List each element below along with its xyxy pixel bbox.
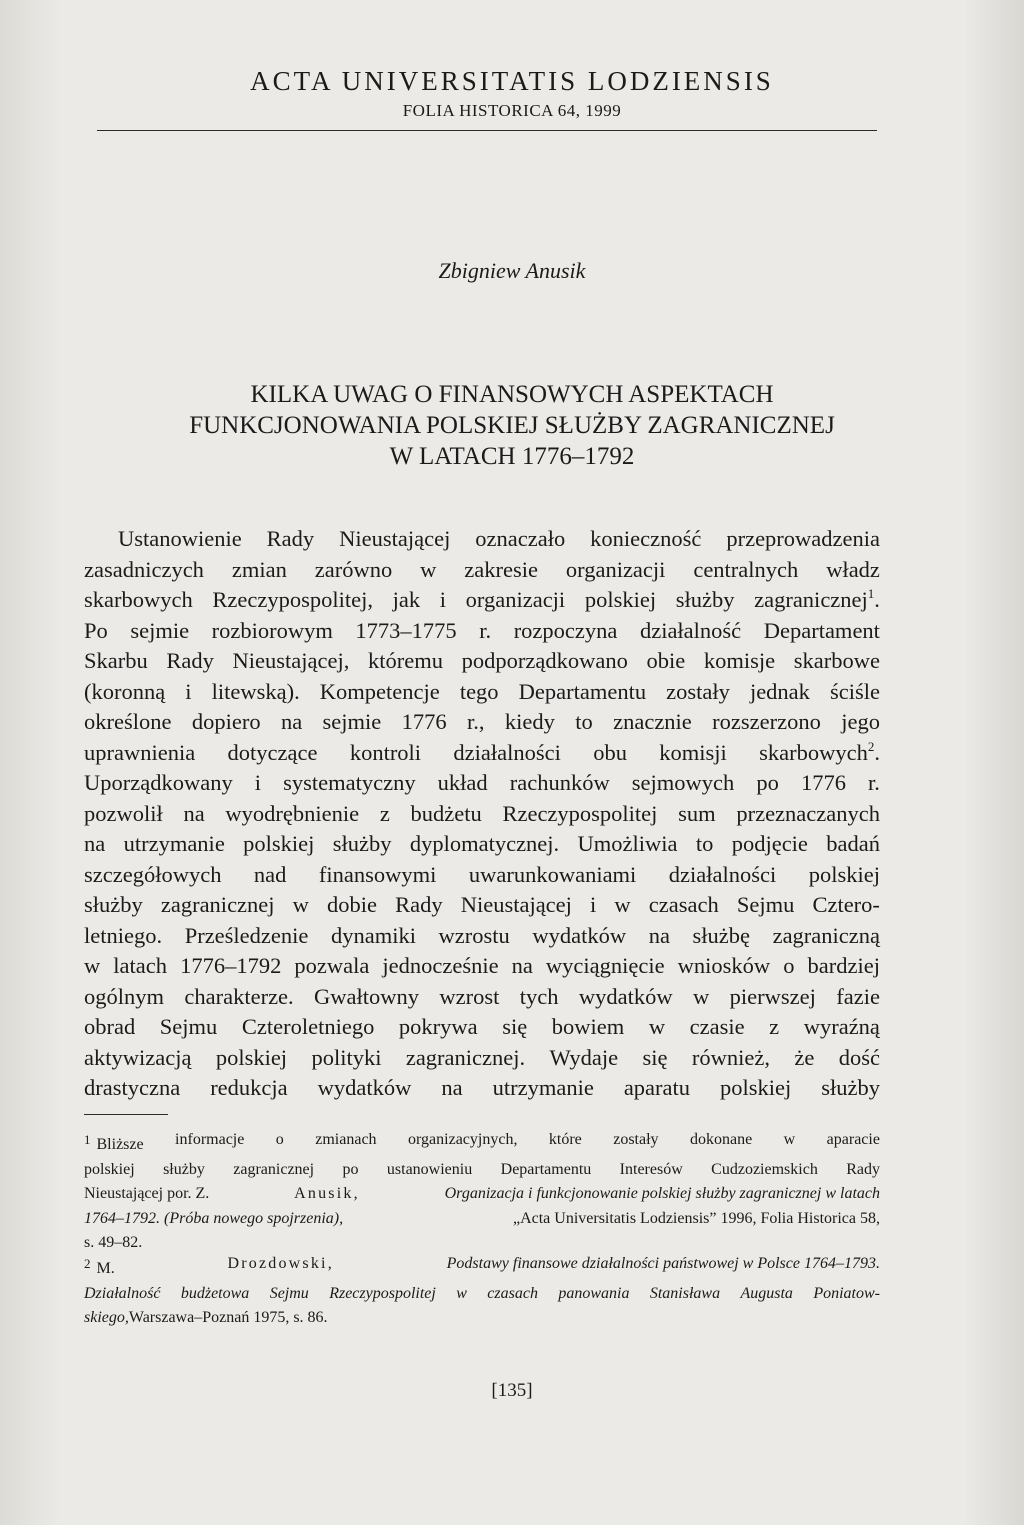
word: Augusta (740, 1284, 793, 1302)
word: czasach (487, 1284, 538, 1302)
word: w (292, 892, 309, 917)
author-name: Zbigniew Anusik (438, 258, 586, 283)
word: znacznie (613, 709, 692, 734)
word: r., (467, 709, 485, 734)
footnote-author: Drozdowski, (227, 1255, 334, 1272)
word: wydatków (578, 983, 673, 1009)
footnote-2 (84, 1252, 880, 1331)
word: Stanisława (649, 1284, 721, 1302)
word: fazie (836, 983, 880, 1009)
body-line (84, 829, 880, 860)
body-line (84, 738, 880, 769)
footnote-work-title: Organizacja i funkcjonowanie polskiej służby zagranicznej w latach (444, 1185, 880, 1202)
footnote-number: 1 (84, 1132, 91, 1147)
word: zagranicznej (160, 892, 275, 917)
word: pozwolił (84, 800, 163, 826)
word: z (769, 1014, 780, 1039)
word: układ (437, 770, 488, 795)
footnote-line (84, 1207, 880, 1232)
body-line (84, 1043, 880, 1074)
word: ogólnym (84, 983, 165, 1009)
word: Skarbu (84, 648, 148, 673)
header-rule (97, 130, 877, 131)
word: dynamiki (330, 922, 416, 948)
word: podporządkowano (461, 648, 628, 673)
word: panowania (558, 1284, 630, 1302)
word: skarbowe (793, 648, 880, 673)
word: działalności (453, 739, 561, 765)
word: informacje (175, 1131, 245, 1148)
word: Sejmu (159, 1014, 218, 1039)
word: Rzeczypospolitej (502, 800, 658, 826)
word: Czteroletniego (241, 1014, 375, 1039)
word: na (84, 831, 106, 856)
word: w (783, 1131, 796, 1148)
footnote-lead (84, 1252, 115, 1282)
word: i (254, 770, 262, 795)
word: Rzeczypospolitej, (212, 587, 373, 612)
body-line (84, 646, 880, 677)
word: aktywizacją (84, 1044, 192, 1070)
word: Cztero- (812, 892, 880, 917)
footnote-line (84, 1282, 880, 1307)
word: utrzymanie (492, 1075, 594, 1100)
word: i (590, 892, 597, 917)
body-line (84, 524, 880, 555)
word: konieczność (590, 526, 702, 551)
word: Poniatow- (813, 1284, 880, 1302)
word: rachunków (509, 770, 610, 795)
word: w (456, 1284, 467, 1302)
word: obie (646, 648, 686, 673)
word: obrad (84, 1014, 136, 1039)
word: Wydaje (549, 1044, 619, 1070)
word: dopiero (191, 709, 261, 734)
word: obu (593, 739, 627, 765)
word: kontroli (349, 739, 422, 765)
word: 1776 (800, 770, 846, 795)
footnote-text: Warszawa–Poznań 1975, s. 86. (128, 1309, 328, 1326)
word: czasach (648, 892, 719, 917)
word: kiedy (504, 709, 555, 734)
word: Cudzoziemskich (711, 1160, 818, 1178)
word: jak (392, 587, 421, 612)
word: sejmowych (631, 770, 735, 795)
footnote-work-title: skiego, (84, 1309, 129, 1326)
word: wydatków (317, 1075, 412, 1100)
title-line: FUNKCJONOWANIA POLSKIEJ SŁUŻBY ZAGRANICZNEJ (189, 412, 835, 439)
word: polskiej (215, 1044, 288, 1070)
word: polskiej (584, 587, 657, 612)
word: Interesów (619, 1160, 683, 1178)
word: uprawnienia (84, 739, 196, 765)
footnote-author: Anusik, (294, 1185, 360, 1202)
word: po (342, 1160, 359, 1178)
word: w (84, 953, 101, 978)
word: zakresie (464, 556, 538, 582)
word: ściśle (829, 678, 880, 704)
word: jednak (749, 678, 810, 704)
word: zasadniczych (84, 556, 204, 582)
word: po (756, 770, 779, 795)
word: Nieustającej, (232, 648, 350, 673)
word: Gwałtowny (314, 983, 420, 1009)
word: Nieustającej (339, 526, 451, 551)
word: aparatu (623, 1075, 691, 1100)
article-title (60, 379, 964, 472)
journal-title: ACTA UNIVERSITATIS LODZIENSIS (250, 66, 774, 96)
word: budżetowa (180, 1284, 250, 1302)
word: pierwszej (729, 983, 816, 1009)
body-line (84, 585, 880, 616)
word: dotyczące (227, 739, 318, 765)
word: w (420, 556, 437, 582)
word: Rady (846, 1160, 880, 1178)
word: to (695, 831, 714, 856)
word: wyciągnięcie (545, 953, 665, 978)
word: ustanowieniu (386, 1160, 473, 1178)
word: działalność (639, 617, 742, 643)
word: zarówno (314, 556, 393, 582)
word: wyodrębnienie (225, 800, 360, 826)
word: wyraźną (803, 1014, 880, 1039)
word: utrzymanie (123, 831, 225, 856)
word: jednocześnie (382, 953, 499, 978)
word: służby (163, 1160, 205, 1178)
word: na (648, 922, 670, 948)
word: dokonane (690, 1131, 753, 1148)
word: systematyczny (283, 770, 416, 795)
word: Nieustającej (460, 892, 572, 917)
word: Sejmu (736, 892, 795, 917)
word: tych (519, 983, 559, 1009)
word: zagranicznej$^1$. (754, 586, 880, 612)
body-line (84, 890, 880, 921)
word: na (511, 953, 533, 978)
word: Kompetencje (319, 678, 440, 704)
word: zostały (613, 1131, 659, 1148)
word: działalności (668, 861, 777, 887)
word: pokrywa (398, 1014, 478, 1039)
word: polskiej (243, 831, 315, 856)
word: organizacji (565, 556, 666, 582)
word: które (548, 1131, 582, 1148)
word: dyplomatycznej. (409, 831, 560, 856)
word: i (185, 678, 192, 704)
footnote-work-title: Podstawy finansowe działalności państwowej w Polsce 1764–1793. (446, 1255, 880, 1272)
word: służby (675, 587, 735, 612)
word: w (693, 983, 710, 1009)
word: przeznaczanych (736, 800, 880, 826)
word: Działalność (84, 1284, 161, 1302)
body-line (84, 1012, 880, 1043)
word: w (614, 892, 631, 917)
title-line: KILKA UWAG O FINANSOWYCH ASPEKTACH (250, 381, 774, 408)
word: zostały (666, 678, 730, 704)
word: letniego. (84, 922, 163, 948)
word: badań (826, 831, 880, 856)
word: redukcja (210, 1075, 288, 1100)
word: drastyczna (84, 1075, 181, 1100)
word: Rady (166, 648, 214, 673)
body-line (84, 768, 880, 799)
body-line (84, 921, 880, 952)
word: bowiem (551, 1014, 625, 1039)
word: zmianach (315, 1131, 377, 1148)
word: dobie (327, 892, 377, 917)
word: centralnych (693, 556, 799, 582)
word: że (794, 1044, 815, 1070)
word: rozpoczyna (513, 617, 618, 643)
body-line (84, 799, 880, 830)
word: wniosków (677, 953, 771, 978)
body-line (84, 677, 880, 708)
word: aparacie (826, 1131, 880, 1148)
word: oznaczało (475, 526, 566, 551)
word: również, (691, 1044, 770, 1070)
footnote-1 (84, 1128, 880, 1256)
footnote-line (84, 1182, 880, 1207)
body-line (84, 616, 880, 647)
word: określone (84, 709, 172, 734)
word: w (648, 1014, 666, 1039)
word: Umożliwia (577, 831, 678, 856)
word: budżetu (410, 800, 482, 826)
word: Departament (763, 617, 880, 643)
word: Prześledzenie (184, 922, 309, 948)
word: służby (821, 1075, 880, 1100)
word: latach (113, 953, 168, 978)
body-line (84, 555, 880, 586)
journal-series: FOLIA HISTORICA 64, 1999 (402, 101, 622, 120)
word: Ustanowienie (118, 526, 242, 551)
word: charakterze. (184, 983, 294, 1009)
word: służbę (692, 922, 750, 948)
word: organizacji (465, 587, 566, 612)
word: Departamentu (518, 678, 647, 704)
word: Uporządkowany (84, 770, 233, 795)
footnote-rule (84, 1114, 168, 1115)
word: 1773–1775 (355, 617, 457, 643)
word: rozbiorowym (211, 617, 333, 643)
word: nad (253, 861, 287, 887)
word: Rady (266, 526, 315, 551)
word: skarbowych (84, 587, 193, 612)
word: o (783, 953, 795, 978)
word: $^1$ Bliższe (84, 1132, 144, 1153)
word: tego (459, 678, 499, 704)
word: polskiej (808, 861, 880, 887)
word: się (502, 1014, 528, 1039)
body-line (84, 951, 880, 982)
word: r. (868, 770, 880, 795)
footnote-text: „Acta Universitatis Lodziensis” 1996, Folia Historica 58, (512, 1209, 880, 1227)
footnote-work-title: 1764–1792. (Próba nowego spojrzenia), (84, 1209, 344, 1227)
word: polskiej (720, 1075, 792, 1100)
word: finansowymi (318, 861, 437, 887)
word: zmian (231, 556, 287, 582)
footnote-line (84, 1158, 880, 1183)
word: któremu (368, 648, 443, 673)
footnote-line (84, 1306, 880, 1331)
footnote-reference[interactable]: 1 (867, 586, 875, 601)
word: Departamentu (500, 1160, 592, 1178)
body-line (84, 860, 880, 891)
word: komisji (659, 739, 727, 765)
word: Sejmu (269, 1284, 309, 1302)
word: czasie (689, 1014, 745, 1039)
word: uwarunkowaniami (468, 861, 637, 887)
word: się (642, 1044, 668, 1070)
word: rozszerzono (712, 709, 821, 734)
word: komisje (703, 648, 776, 673)
footnote-line (84, 1252, 880, 1282)
body-line (84, 707, 880, 738)
word: sejmie (322, 709, 382, 734)
word: pozwala (294, 953, 370, 978)
body-text (84, 524, 880, 1104)
word: polityki (311, 1044, 382, 1070)
word: polskiej (84, 1160, 135, 1178)
word: organizacyjnych, (408, 1131, 518, 1148)
word: szczegółowych (84, 861, 222, 887)
word: z (379, 800, 390, 826)
word: wzrostu (438, 922, 510, 948)
word: bardziej (807, 953, 880, 978)
word: na (183, 800, 205, 826)
word: wzrost (439, 983, 500, 1009)
word: skarbowych$^2$. (759, 738, 880, 765)
page-number: [135] (491, 1380, 533, 1401)
word: to (575, 709, 593, 734)
word: dość (838, 1044, 880, 1070)
word: r. (479, 617, 492, 643)
footnote-line (84, 1128, 880, 1158)
word: zagranicznej (233, 1160, 315, 1178)
word: podjęcie (731, 831, 808, 856)
footnote-number: 2 (84, 1256, 91, 1271)
word: 1776–1792 (180, 953, 282, 978)
word: służby (84, 892, 143, 917)
word: sejmie (130, 617, 190, 643)
word: Po (84, 617, 108, 643)
title-line: W LATACH 1776–1792 (389, 443, 635, 470)
word: litewską). (211, 678, 300, 704)
word: jego (841, 709, 880, 734)
word: na (441, 1075, 463, 1100)
footnote-reference[interactable]: 2 (867, 738, 875, 754)
word: na (280, 709, 303, 734)
body-line (84, 1073, 880, 1104)
word: zagranicznej. (405, 1044, 526, 1070)
word: Rzeczypospolitej (329, 1284, 436, 1302)
word: przeprowadzenia (726, 526, 880, 551)
word: (koronną (84, 678, 166, 704)
word: zagraniczną (772, 922, 880, 948)
word: wydatków (532, 922, 627, 948)
footnote-text: Nieustającej por. Z. (84, 1185, 210, 1202)
word: służby (332, 831, 392, 856)
word: władz (826, 556, 880, 582)
word: 1776 (401, 709, 447, 734)
body-line (84, 982, 880, 1013)
footnote-text: M. (96, 1260, 115, 1277)
word: sum (678, 800, 716, 826)
word: Rady (395, 892, 443, 917)
word: o (275, 1131, 284, 1148)
footnote-text: s. 49–82. (84, 1234, 143, 1251)
word: i (439, 587, 446, 612)
